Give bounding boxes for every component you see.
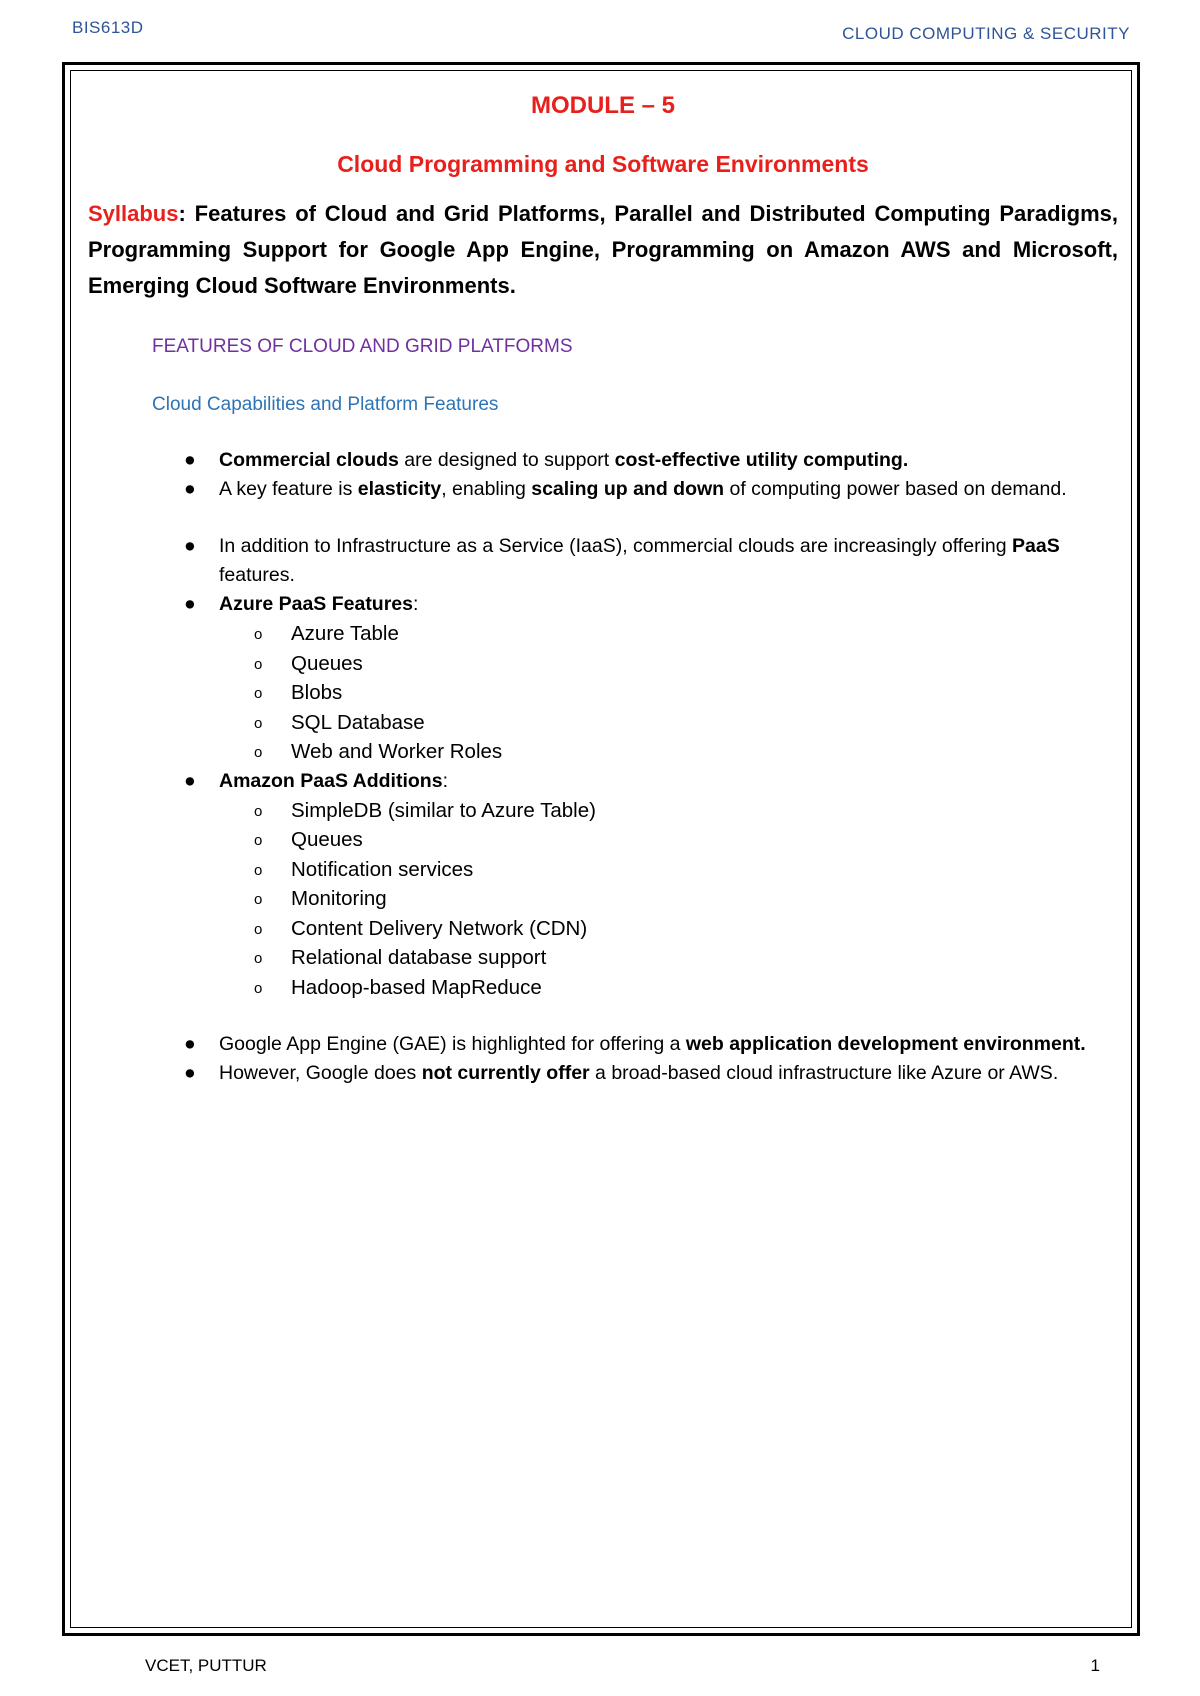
list-item: ● In addition to Infrastructure as a Service (IaaS), commercial clouds are increasingly offering PaaS features. xyxy=(88,532,1118,590)
bullet-icon: ● xyxy=(184,769,196,792)
list-item: ● Google App Engine (GAE) is highlighted for offering a web application development environment. xyxy=(88,1030,1118,1059)
list-item: ● Commercial clouds are designed to support cost-effective utility computing. xyxy=(88,446,1118,475)
chapter-title: Cloud Programming and Software Environments xyxy=(337,151,869,177)
circle-bullet-icon: o xyxy=(254,891,263,908)
sub-list-item: o Notification services xyxy=(219,855,1118,885)
sub-list-item: o Web and Worker Roles xyxy=(219,737,1118,767)
section-heading: FEATURES OF CLOUD AND GRID PLATFORMS xyxy=(152,336,573,357)
circle-bullet-icon: o xyxy=(254,950,263,967)
subsection-heading: Cloud Capabilities and Platform Features xyxy=(152,394,499,415)
sub-list-item: o Content Delivery Network (CDN) xyxy=(219,914,1118,944)
list-item: ● Amazon PaaS Additions: o SimpleDB (similar to Azure Table) o Queues o Notification services o Monitoring o Content Delivery Network (CDN) o Relational database support o Hadoop-based MapReduce xyxy=(88,767,1118,1003)
sub-list-item: o Hadoop-based MapReduce xyxy=(219,973,1118,1003)
list-item: ● A key feature is elasticity, enabling scaling up and down of computing power based on demand. xyxy=(88,475,1118,504)
list-item: ● However, Google does not currently offer a broad-based cloud infrastructure like Azure or AWS. xyxy=(88,1059,1118,1088)
syllabus-paragraph: Syllabus: Features of Cloud and Grid Platforms, Parallel and Distributed Computing Paradigms, Programming Support for Google App Engine, Programming on Amazon AWS and Microsoft, Emerging Cloud Software Environments. xyxy=(88,201,1118,298)
bullet-icon: ● xyxy=(184,593,196,615)
sub-list-item: o SimpleDB (similar to Azure Table) xyxy=(219,796,1118,826)
bullet-icon: ● xyxy=(184,449,196,471)
syllabus-text: Features of Cloud and Grid Platforms, Parallel and Distributed Computing Paradigms, Programming Support for Google App Engine, Programming on Amazon AWS and Microsoft, Emerging Cloud Software Environments. xyxy=(88,201,1118,298)
circle-bullet-icon: o xyxy=(254,802,263,820)
circle-bullet-icon: o xyxy=(254,832,263,849)
sub-list-item: o Azure Table xyxy=(219,619,1118,649)
sub-list-item: o Monitoring xyxy=(219,884,1118,914)
bullet-icon: ● xyxy=(184,478,196,500)
sub-list-item: o SQL Database xyxy=(219,708,1118,738)
list-item: ● Azure PaaS Features: o Azure Table o Queues o Blobs o SQL Database o Web and Worker Roles xyxy=(88,590,1118,767)
circle-bullet-icon: o xyxy=(254,626,263,643)
footer-page-number: 1 xyxy=(1090,1656,1100,1675)
page-content xyxy=(88,82,1118,1088)
sub-list-item: o Blobs xyxy=(219,678,1118,708)
bullet-icon: ● xyxy=(184,1062,196,1084)
circle-bullet-icon: o xyxy=(254,685,263,702)
circle-bullet-icon: o xyxy=(254,744,263,761)
azure-features-list xyxy=(219,619,1118,767)
bullet-list xyxy=(88,446,1118,1088)
bullet-icon: ● xyxy=(184,1033,196,1055)
footer-institution: VCET, PUTTUR xyxy=(145,1656,267,1675)
sub-list-item: o Queues xyxy=(219,825,1118,855)
sub-list-item: o Relational database support xyxy=(219,943,1118,973)
circle-bullet-icon: o xyxy=(254,655,263,673)
syllabus-label: Syllabus xyxy=(88,201,179,226)
circle-bullet-icon: o xyxy=(254,920,263,938)
header-course-code: BIS613D xyxy=(72,18,144,37)
sub-list-item: o Queues xyxy=(219,649,1118,679)
circle-bullet-icon: o xyxy=(254,714,263,732)
circle-bullet-icon: o xyxy=(254,979,263,997)
module-title: MODULE – 5 xyxy=(530,92,676,119)
bullet-icon: ● xyxy=(184,535,196,557)
circle-bullet-icon: o xyxy=(254,861,263,879)
header-course-name: CLOUD COMPUTING & SECURITY xyxy=(842,24,1130,43)
amazon-additions-list xyxy=(219,796,1118,1003)
